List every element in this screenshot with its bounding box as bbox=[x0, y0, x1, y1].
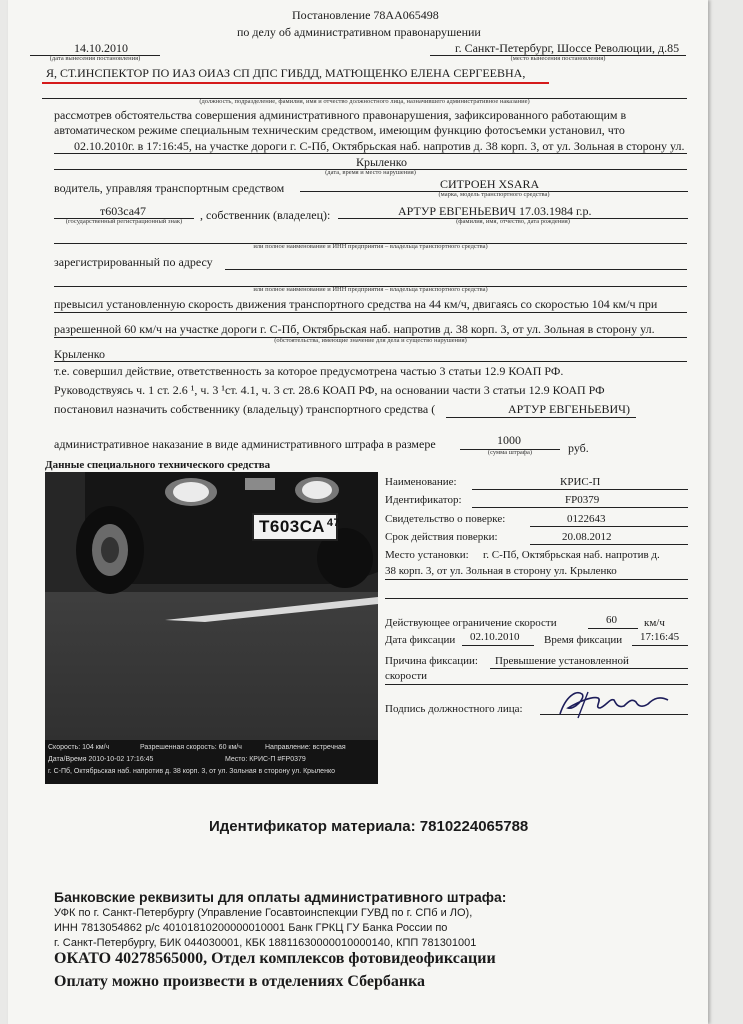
cert-number: 0122643 bbox=[567, 513, 606, 525]
allowed-caption: (обстоятельства, имеющие значение для дела и существо нарушения) bbox=[274, 337, 467, 344]
decision-date-caption: (дата вынесения постановления) bbox=[49, 55, 141, 62]
payment-info: Оплату можно произвести в отделениях Сбербанка bbox=[54, 973, 426, 990]
decision-place-caption: (место вынесения постановления) bbox=[510, 55, 606, 62]
paragraph-line-2: автоматическом режиме специальным техническим средством, имеющим функцию фотосъемки установил, что bbox=[54, 123, 625, 137]
reason-line-1: Превышение установленной bbox=[495, 655, 629, 667]
fix-date-label: Дата фиксации bbox=[385, 634, 456, 646]
device-name: КРИС-П bbox=[560, 476, 601, 488]
owner-label: , собственник (владелец): bbox=[200, 208, 331, 222]
decision-place: г. Санкт-Петербург, Шоссе Революции, д.85 bbox=[455, 41, 680, 55]
device-id: FP0379 bbox=[565, 494, 600, 506]
plate-caption: (государственный регистрационный знак) bbox=[65, 218, 183, 225]
signature-mark bbox=[548, 684, 688, 724]
camera-photo bbox=[45, 472, 378, 784]
inn-caption: или полное наименование и ИНН предприятия – владельца транспортного средства) bbox=[253, 243, 488, 250]
photo-datetime: Дата/Время 2010-10-02 17:16:45 bbox=[48, 756, 154, 763]
cert-label: Свидетельство о поверке: bbox=[385, 513, 506, 525]
driver-label: водитель, управляя транспортным средством bbox=[54, 181, 285, 195]
okato-line: ОКАТО 40278565000, Отдел комплексов фотовидеофиксации bbox=[54, 950, 496, 967]
location-line-1: г. С-Пб, Октябрьская наб. напротив д. bbox=[483, 549, 660, 561]
law-line-2: Руководствуясь ч. 1 ст. 2.6 ¹, ч. 3 ¹ст. 4.1, ч. 3 ст. 28.6 КОАП РФ, на основании части 3 статьи 12.9 КОАП РФ bbox=[54, 383, 605, 397]
reason-line-2: скорости bbox=[385, 670, 428, 682]
valid-date: 20.08.2012 bbox=[562, 531, 612, 543]
device-section-title: Данные специального технического средства bbox=[45, 459, 271, 471]
inspector-line: Я, СТ.ИНСПЕКТОР ПО ИАЗ ОИАЗ СП ДПС ГИБДД, МАТЮЩЕНКО ЕЛЕНА СЕРГЕЕВНА, bbox=[46, 66, 526, 80]
bank-line-1: УФК по г. Санкт-Петербургу (Управление Госавтоинспекции ГУВД по г. СПб и ЛО), bbox=[54, 907, 473, 919]
fine-caption: (сумма штрафа) bbox=[487, 449, 533, 456]
fix-time: 17:16:45 bbox=[640, 631, 680, 643]
vehicle-caption: (марка, модель транспортного средства) bbox=[438, 191, 550, 198]
fine-amount: 1000 bbox=[497, 433, 521, 447]
registered-caption: или полное наименование и ИНН предприятия – владельца транспортного средства) bbox=[253, 286, 488, 293]
owner-name: АРТУР ЕВГЕНЬЕВИЧ 17.03.1984 г.р. bbox=[398, 204, 592, 218]
vehicle-model: СИТРОЕН XSARA bbox=[440, 177, 540, 191]
plate-region: 47 bbox=[326, 517, 341, 529]
fix-date: 02.10.2010 bbox=[470, 631, 520, 643]
device-name-label: Наименование: bbox=[385, 476, 457, 488]
event-line-2: Крыленко bbox=[356, 155, 408, 169]
law-line-3: постановил назначить собственнику (владельцу) транспортного средства ( bbox=[54, 402, 436, 416]
event-caption: (дата, время и место нарушения) bbox=[325, 169, 416, 176]
device-id-label: Идентификатор: bbox=[385, 494, 462, 506]
plate-number: т603са47 bbox=[100, 204, 147, 218]
valid-label: Срок действия поверки: bbox=[385, 531, 498, 543]
bank-line-2: ИНН 7813054862 р/с 40101810200000010001 Банк ГРКЦ ГУ Банка России по bbox=[54, 922, 448, 934]
law-owner: АРТУР ЕВГЕНЬЕВИЧ) bbox=[508, 402, 630, 416]
photo-speed: Скорость: 104 км/ч bbox=[48, 744, 110, 751]
allowed-line: разрешенной 60 км/ч на участке дороги г. С-Пб, Октябрьская наб. напротив д. 38 корп. 3, от ул. Зольная в сторону ул. bbox=[54, 322, 655, 336]
decision-date: 14.10.2010 bbox=[74, 41, 128, 55]
document-title: Постановление 78АА065498 bbox=[292, 8, 439, 22]
location-line-2: 38 корп. 3, от ул. Зольная в сторону ул. Крыленко bbox=[385, 565, 617, 577]
fine-label: административное наказание в виде административного штрафа в размере bbox=[54, 437, 436, 451]
material-id: Идентификатор материала: 7810224065788 bbox=[209, 818, 529, 835]
speed-line: превысил установленную скорость движения транспортного средства на 44 км/ч, двигаясь со скоростью 104 км/ч при bbox=[54, 297, 658, 311]
allowed-line-2: Крыленко bbox=[54, 347, 106, 361]
bank-title: Банковские реквизиты для оплаты административного штрафа: bbox=[54, 889, 507, 905]
speed-limit: 60 bbox=[606, 614, 617, 626]
registered-label: зарегистрированный по адресу bbox=[54, 255, 213, 269]
photo-device: Место: КРИС-П #FP0379 bbox=[225, 756, 306, 763]
photo-location: г. С-Пб, Октябрьская наб. напротив д. 38 корп. 3, от ул. Зольная в сторону ул. Крыленко bbox=[48, 768, 335, 775]
paragraph-line-1: рассмотрев обстоятельства совершения административного правонарушения, зафиксированного работающим в bbox=[54, 108, 627, 122]
red-underline bbox=[42, 82, 549, 84]
bank-line-3: г. Санкт-Петербургу, БИК 044030001, КБК 18811630000010000140, КПП 781301001 bbox=[54, 937, 477, 949]
photo-direction: Направление: встречная bbox=[265, 744, 346, 751]
reason-label: Причина фиксации: bbox=[385, 655, 478, 667]
document-subtitle: по делу об административном правонарушении bbox=[237, 25, 481, 39]
limit-label: Действующее ограничение скорости bbox=[385, 617, 557, 629]
plate-text: Т603СА bbox=[259, 517, 325, 536]
law-line-1: т.е. совершил действие, ответственность за которое предусмотрена частью 3 статьи 12.9 КОАП РФ. bbox=[54, 364, 564, 378]
limit-unit: км/ч bbox=[644, 617, 665, 629]
fine-unit: руб. bbox=[568, 441, 589, 455]
event-line-1: 02.10.2010г. в 17:16:45, на участке дороги г. С-Пб, Октябрьская наб. напротив д. 38 корп. 3, от ул. Зольная в сторону ул. bbox=[74, 139, 685, 153]
location-label: Место установки: bbox=[385, 549, 469, 561]
fix-time-label: Время фиксации bbox=[544, 634, 623, 646]
inspector-caption: (должность, подразделение, фамилия, имя и отчество должностного лица, назначившего административное наказание) bbox=[199, 98, 530, 105]
signature-label: Подпись должностного лица: bbox=[385, 703, 523, 715]
photo-allowed: Разрешенная скорость: 60 км/ч bbox=[140, 744, 242, 751]
owner-caption: (фамилия, имя, отчество, дата рождения) bbox=[456, 218, 570, 225]
